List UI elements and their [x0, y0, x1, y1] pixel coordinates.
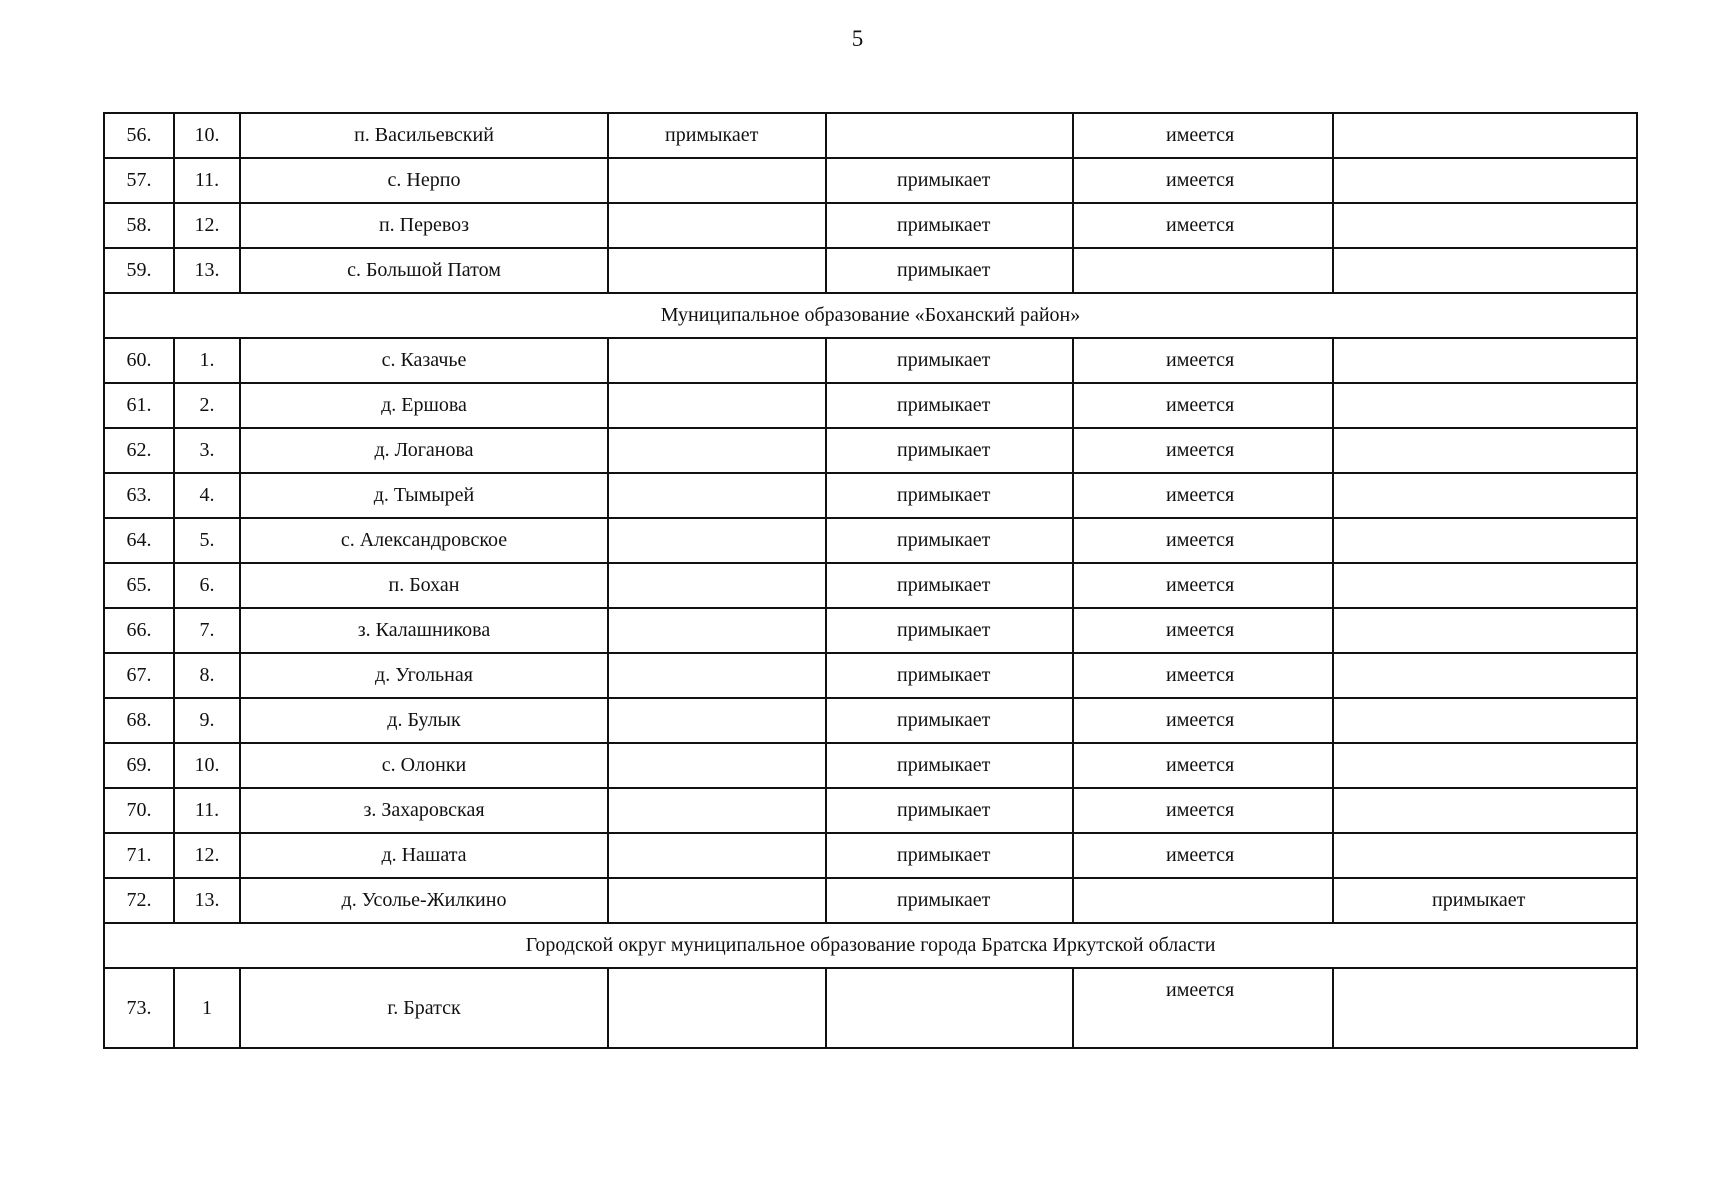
settlement-name: п. Бохан — [240, 563, 608, 608]
cell-col7 — [1333, 428, 1637, 473]
row-subnumber: 12. — [174, 833, 240, 878]
row-subnumber: 1 — [174, 968, 240, 1048]
cell-col6: имеется — [1073, 968, 1333, 1048]
cell-col5: примыкает — [826, 383, 1073, 428]
cell-col5: примыкает — [826, 518, 1073, 563]
table-row — [104, 248, 1637, 293]
settlement-name: с. Нерпо — [240, 158, 608, 203]
table-row — [104, 518, 1637, 563]
table-row — [104, 203, 1637, 248]
settlement-name: п. Васильевский — [240, 113, 608, 158]
settlement-name: г. Братск — [240, 968, 608, 1048]
cell-col7 — [1333, 158, 1637, 203]
cell-col5: примыкает — [826, 203, 1073, 248]
page-number: 5 — [851, 26, 864, 51]
row-subnumber: 13. — [174, 878, 240, 923]
cell-col4 — [608, 518, 826, 563]
row-number: 66. — [104, 608, 174, 653]
row-subnumber: 11. — [174, 158, 240, 203]
cell-col5: примыкает — [826, 338, 1073, 383]
settlement-name: п. Перевоз — [240, 203, 608, 248]
cell-col6: имеется — [1073, 743, 1333, 788]
settlement-name: д. Тымырей — [240, 473, 608, 518]
cell-col4 — [608, 338, 826, 383]
row-number: 63. — [104, 473, 174, 518]
cell-col6: имеется — [1073, 788, 1333, 833]
cell-col6: имеется — [1073, 203, 1333, 248]
cell-col6: имеется — [1073, 473, 1333, 518]
settlement-name: с. Казачье — [240, 338, 608, 383]
cell-col4 — [608, 563, 826, 608]
row-subnumber: 8. — [174, 653, 240, 698]
row-number: 59. — [104, 248, 174, 293]
cell-col5: примыкает — [826, 608, 1073, 653]
row-subnumber: 12. — [174, 203, 240, 248]
cell-col4 — [608, 383, 826, 428]
row-subnumber: 7. — [174, 608, 240, 653]
cell-col4 — [608, 473, 826, 518]
row-number: 67. — [104, 653, 174, 698]
row-number: 70. — [104, 788, 174, 833]
row-subnumber: 2. — [174, 383, 240, 428]
row-subnumber: 1. — [174, 338, 240, 383]
settlement-name: д. Нашата — [240, 833, 608, 878]
cell-col7 — [1333, 518, 1637, 563]
cell-col4 — [608, 653, 826, 698]
cell-col4 — [608, 248, 826, 293]
cell-col4 — [608, 698, 826, 743]
table-row — [104, 608, 1637, 653]
settlement-name: д. Усолье-Жилкино — [240, 878, 608, 923]
cell-col7 — [1333, 743, 1637, 788]
row-subnumber: 10. — [174, 743, 240, 788]
settlement-name: д. Булык — [240, 698, 608, 743]
settlement-name: д. Угольная — [240, 653, 608, 698]
cell-col7 — [1333, 968, 1637, 1048]
cell-col7 — [1333, 113, 1637, 158]
cell-col5: примыкает — [826, 248, 1073, 293]
cell-col5: примыкает — [826, 563, 1073, 608]
table-row — [104, 833, 1637, 878]
cell-col7 — [1333, 383, 1637, 428]
cell-col6: имеется — [1073, 833, 1333, 878]
row-subnumber: 10. — [174, 113, 240, 158]
cell-col7 — [1333, 473, 1637, 518]
cell-col7 — [1333, 698, 1637, 743]
row-number: 72. — [104, 878, 174, 923]
cell-col4 — [608, 608, 826, 653]
cell-col7 — [1333, 248, 1637, 293]
table-row — [104, 743, 1637, 788]
row-number: 69. — [104, 743, 174, 788]
cell-col5: примыкает — [826, 473, 1073, 518]
cell-col6: имеется — [1073, 338, 1333, 383]
cell-col6: имеется — [1073, 383, 1333, 428]
table-row — [104, 338, 1637, 383]
settlement-name: с. Александровское — [240, 518, 608, 563]
cell-col4 — [608, 158, 826, 203]
cell-col5 — [826, 113, 1073, 158]
cell-col5: примыкает — [826, 878, 1073, 923]
table-row — [104, 428, 1637, 473]
settlement-name: з. Калашникова — [240, 608, 608, 653]
cell-col7 — [1333, 563, 1637, 608]
cell-col7 — [1333, 608, 1637, 653]
settlement-name: з. Захаровская — [240, 788, 608, 833]
table-row — [104, 788, 1637, 833]
cell-col6: имеется — [1073, 158, 1333, 203]
row-subnumber: 11. — [174, 788, 240, 833]
table-row — [104, 113, 1637, 158]
row-subnumber: 13. — [174, 248, 240, 293]
row-number: 61. — [104, 383, 174, 428]
row-number: 57. — [104, 158, 174, 203]
table-row — [104, 158, 1637, 203]
cell-col4 — [608, 788, 826, 833]
row-number: 65. — [104, 563, 174, 608]
table-row — [104, 383, 1637, 428]
table-row — [104, 968, 1637, 1048]
section-header-row — [104, 293, 1637, 338]
table-row — [104, 653, 1637, 698]
row-number: 60. — [104, 338, 174, 383]
cell-col4 — [608, 743, 826, 788]
row-number: 58. — [104, 203, 174, 248]
cell-col6: имеется — [1073, 113, 1333, 158]
cell-col6: имеется — [1073, 608, 1333, 653]
section-heading-bratsk: Городской округ муниципальное образование города Братска Иркутской области — [104, 923, 1637, 968]
cell-col4 — [608, 833, 826, 878]
cell-col6: имеется — [1073, 428, 1333, 473]
cell-col4 — [608, 428, 826, 473]
section-heading-bokhan: Муниципальное образование «Боханский район» — [104, 293, 1637, 338]
section-header-row — [104, 923, 1637, 968]
cell-col5: примыкает — [826, 743, 1073, 788]
row-subnumber: 5. — [174, 518, 240, 563]
cell-col7 — [1333, 203, 1637, 248]
settlement-name: д. Логанова — [240, 428, 608, 473]
table-row — [104, 698, 1637, 743]
cell-col6: имеется — [1073, 518, 1333, 563]
row-subnumber: 6. — [174, 563, 240, 608]
table-row — [104, 563, 1637, 608]
cell-col6: имеется — [1073, 563, 1333, 608]
cell-col6: имеется — [1073, 653, 1333, 698]
table-row — [104, 878, 1637, 923]
settlements-table — [103, 112, 1638, 1049]
cell-col6: имеется — [1073, 698, 1333, 743]
table-row — [104, 473, 1637, 518]
cell-col5: примыкает — [826, 653, 1073, 698]
cell-col5 — [826, 968, 1073, 1048]
settlement-name: с. Большой Патом — [240, 248, 608, 293]
cell-col5: примыкает — [826, 788, 1073, 833]
row-number: 71. — [104, 833, 174, 878]
cell-col5: примыкает — [826, 698, 1073, 743]
row-subnumber: 3. — [174, 428, 240, 473]
cell-col7 — [1333, 338, 1637, 383]
row-number: 62. — [104, 428, 174, 473]
cell-col4: примыкает — [608, 113, 826, 158]
cell-col5: примыкает — [826, 158, 1073, 203]
cell-col5: примыкает — [826, 833, 1073, 878]
row-number: 56. — [104, 113, 174, 158]
cell-col4 — [608, 878, 826, 923]
cell-col5: примыкает — [826, 428, 1073, 473]
settlement-name: с. Олонки — [240, 743, 608, 788]
cell-col4 — [608, 203, 826, 248]
row-number: 73. — [104, 968, 174, 1048]
cell-col7: примыкает — [1333, 878, 1637, 923]
row-number: 64. — [104, 518, 174, 563]
settlement-name: д. Ершова — [240, 383, 608, 428]
cell-col7 — [1333, 788, 1637, 833]
row-subnumber: 9. — [174, 698, 240, 743]
cell-col7 — [1333, 833, 1637, 878]
cell-col7 — [1333, 653, 1637, 698]
cell-col6 — [1073, 878, 1333, 923]
cell-col6 — [1073, 248, 1333, 293]
row-subnumber: 4. — [174, 473, 240, 518]
cell-col4 — [608, 968, 826, 1048]
row-number: 68. — [104, 698, 174, 743]
